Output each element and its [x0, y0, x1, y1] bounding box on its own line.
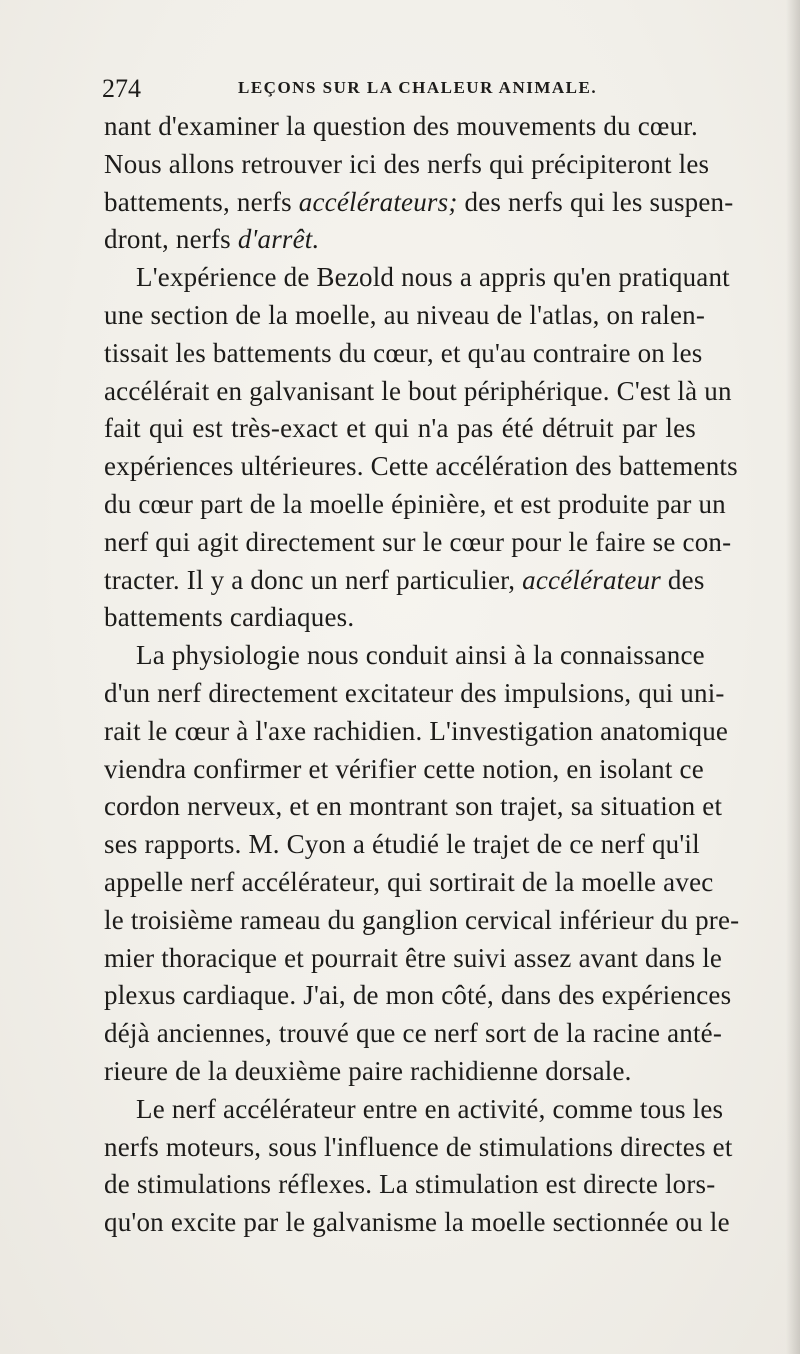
text-line: une section de la moelle, au niveau de l'atlas, on ralen-	[104, 299, 706, 330]
text-line: plexus cardiaque. J'ai, de mon côté, dans des expériences	[104, 980, 732, 1011]
text-line: nerfs moteurs, sous l'influence de stimulations directes et	[104, 1131, 733, 1162]
text-line: déjà anciennes, trouvé que ce nerf sort de la racine anté-	[104, 1018, 723, 1049]
body-text	[104, 108, 740, 1242]
text-line: L'expérience de Bezold nous a appris qu'en pratiquant	[136, 262, 730, 293]
text-line: du cœur part de la moelle épinière, et est produite par un	[104, 488, 726, 519]
text-line: ses rapports. M. Cyon a étudié le trajet de ce nerf qu'il	[104, 829, 700, 860]
text-line: appelle nerf accélérateur, qui sortirait de la moelle avec	[104, 866, 714, 897]
text-line: viendra confirmer et vérifier cette notion, en isolant ce	[104, 753, 704, 784]
text-line: tracter. Il y a donc un nerf particulier, accélérateur des	[104, 564, 705, 595]
text-line: qu'on excite par le galvanisme la moelle sectionnée ou le	[104, 1207, 730, 1238]
text-line: battements, nerfs accélérateurs; des nerfs qui les suspen-	[104, 186, 734, 217]
page-header	[102, 74, 702, 104]
text-line: d'un nerf directement excitateur des impulsions, qui uni-	[104, 677, 725, 708]
text-line: nant d'examiner la question des mouvements du cœur.	[104, 111, 698, 141]
text-line: de stimulations réflexes. La stimulation est directe lors-	[104, 1169, 716, 1200]
text-line: accélérait en galvanisant le bout périphérique. C'est là un	[104, 375, 732, 406]
text-line: rieure de la deuxième paire rachidienne dorsale.	[104, 1055, 632, 1086]
text-line: battements cardiaques.	[104, 602, 355, 633]
text-line: cordon nerveux, et en montrant son trajet, sa situation et	[104, 791, 723, 822]
italic-term: d'arrêt.	[237, 224, 320, 255]
text-line: expériences ultérieures. Cette accélération des battements	[104, 451, 738, 482]
running-head: LEÇONS SUR LA CHALEUR ANIMALE.	[238, 78, 598, 97]
text-line: dront, nerfs d'arrêt.	[104, 224, 320, 255]
italic-term: accélérateurs;	[298, 186, 458, 217]
text-line: Nous allons retrouver ici des nerfs qui précipiteront les	[104, 148, 710, 179]
page-number: 274	[102, 74, 141, 103]
text-line: tissait les battements du cœur, et qu'au contraire on les	[104, 337, 703, 368]
text-line: Le nerf accélérateur entre en activité, comme tous les	[136, 1093, 724, 1124]
text-line: fait qui est très-exact et qui n'a pas été détruit par les	[104, 413, 696, 444]
text-line: rait le cœur à l'axe rachidien. L'investigation anatomique	[104, 715, 729, 746]
text-line: nerf qui agit directement sur le cœur pour le faire se con-	[104, 526, 732, 557]
text-line: mier thoracique et pourrait être suivi assez avant dans le	[104, 942, 723, 973]
page-edge-shadow	[786, 0, 800, 1354]
italic-term: accélérateur	[522, 564, 661, 595]
text-line: le troisième rameau du ganglion cervical inférieur du pre-	[104, 904, 740, 935]
text-line: La physiologie nous conduit ainsi à la connaissance	[136, 640, 705, 671]
